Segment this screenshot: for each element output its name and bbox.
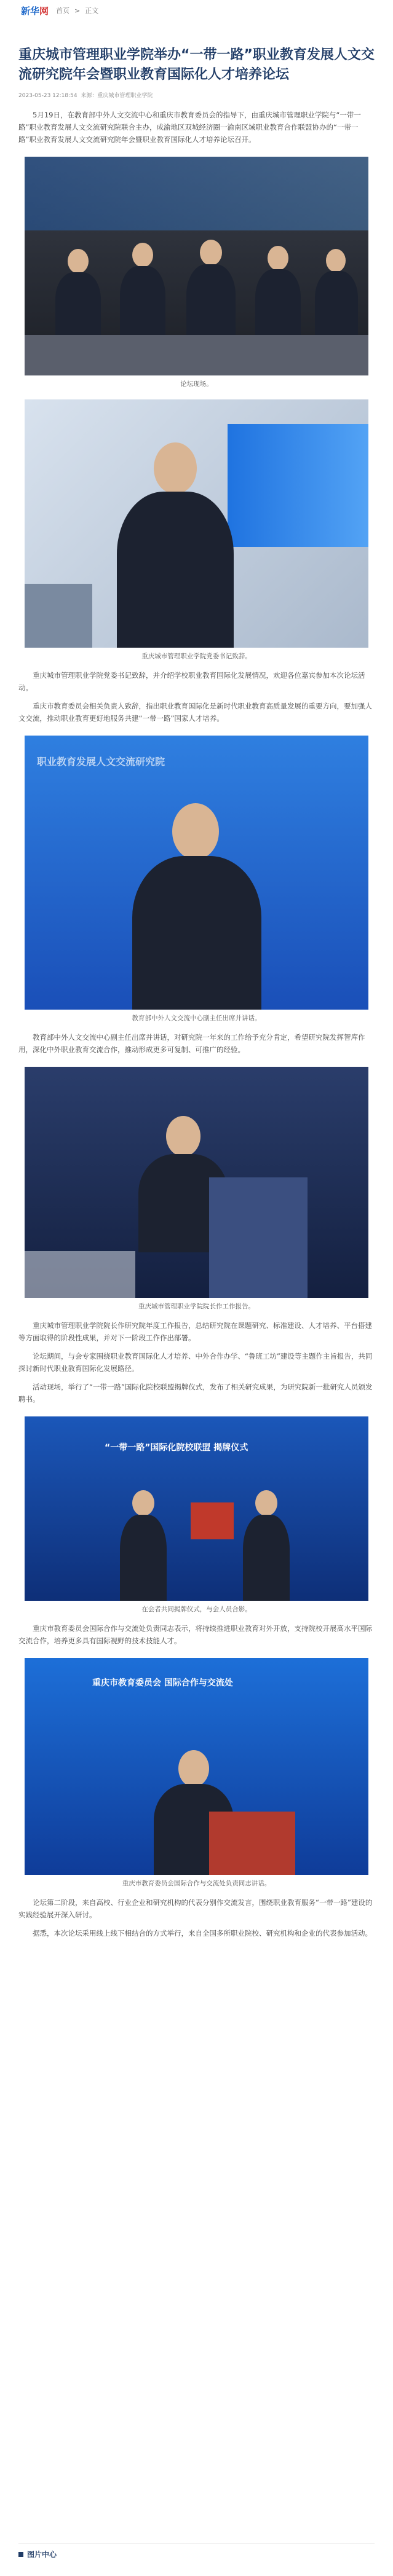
section-marker-icon <box>18 2552 23 2557</box>
paragraph-7: 活动现场，举行了“一带一路”国际化院校联盟揭牌仪式，发布了相关研究成果，为研究院新一批研究人员颁发聘书。 <box>18 1383 373 1404</box>
photo-caption-4: 重庆城市管理职业学院院长作工作报告。 <box>138 1303 255 1310</box>
paragraph-4: 教育部中外人文交流中心副主任出席并讲话，对研究院一年来的工作给予充分肯定，希望研究院发挥智库作用，深化中外职业教育交流合作，推动形成更多可复制、可推广的经验。 <box>18 1033 365 1054</box>
paragraph-10: 据悉，本次论坛采用线上线下相结合的方式举行，来自全国多所职业院校、研究机构和企业的代表参加活动。 <box>33 1929 372 1938</box>
photo-president <box>25 1067 368 1298</box>
article-date: 2023-05-23 12:18:54 <box>18 93 77 99</box>
screen-text-6: 重庆市教育委员会 国际合作与交流处 <box>92 1678 233 1688</box>
paragraph-6: 论坛期间，与会专家围绕职业教育国际化人才培养、中外合作办学、“鲁班工坊”建设等主题作主旨报告，共同探讨新时代职业教育国际化发展路径。 <box>18 1352 373 1373</box>
breadcrumb-current: 正文 <box>85 7 99 15</box>
photo-caption-5: 在会者共同揭牌仪式，与会人员合影。 <box>141 1606 252 1613</box>
paragraph-3: 重庆市教育委员会相关负责人致辞，指出职业教育国际化是新时代职业教育高质量发展的重要方向，要加强人文交流，推动职业教育更好地服务共建“一带一路”国家人才培养。 <box>18 702 372 723</box>
breadcrumb: 首页 > 正文 <box>56 7 99 15</box>
breadcrumb-home[interactable]: 首页 <box>56 7 70 15</box>
paragraph-9: 论坛第二阶段，来自高校、行业企业和研究机构的代表分别作交流发言，围绕职业教育服务“一带一路”建设的实践经验展开深入研讨。 <box>18 1898 373 1919</box>
photo-commission-official <box>25 1658 368 1875</box>
photo-deputy-director <box>25 736 368 1010</box>
paragraph-1: 5月19日，在教育部中外人文交流中心和重庆市教育委员会的指导下，由重庆城市管理职业学院与“一带一路”职业教育发展人文交流研究院联合主办，成渝地区双城经济圈一渝南区域职业教育合作联盟协办的“一带一路”职业教育发展人文交流研究院年会暨职业教育国际化人才培养论坛召开。 <box>18 111 361 144</box>
site-logo[interactable]: 新华网 <box>21 5 49 17</box>
paragraph-8: 重庆市教育委员会国际合作与交流处负责同志表示，将持续推进职业教育对外开放，支持院校开展高水平国际交流合作，培养更多具有国际视野的技术技能人才。 <box>18 1624 372 1645</box>
photo-caption-2: 重庆城市管理职业学院党委书记致辞。 <box>141 653 252 660</box>
footer-label[interactable]: 图片中心 <box>27 2550 57 2559</box>
photo-caption-3: 教育部中外人文交流中心副主任出席并讲话。 <box>132 1015 261 1022</box>
photo-caption-6: 重庆市教育委员会国际合作与交流处负责同志讲话。 <box>122 1880 271 1887</box>
photo-forum <box>25 157 368 375</box>
photo-caption-1: 论坛现场。 <box>180 380 213 388</box>
screen-text-3: 职业教育发展人文交流研究院 <box>37 756 165 768</box>
paragraph-5: 重庆城市管理职业学院院长作研究院年度工作报告，总结研究院在课题研究、标准建设、人才培养、平台搭建等方面取得的阶段性成果，并对下一阶段工作作出部署。 <box>18 1321 372 1342</box>
screen-text-5: “一带一路”国际化院校联盟 揭牌仪式 <box>105 1443 248 1453</box>
article-source: 来源：重庆城市管理职业学院 <box>81 93 153 99</box>
photo-unveiling <box>25 1416 368 1601</box>
paragraph-2: 重庆城市管理职业学院党委书记致辞，并介绍学校职业教育国际化发展情况，欢迎各位嘉宾参加本次论坛活动。 <box>18 671 365 692</box>
top-bar <box>0 0 393 21</box>
article-meta <box>18 91 375 99</box>
photo-secretary <box>25 399 368 648</box>
article-title: 重庆城市管理职业学院举办“一带一路”职业教育发展人文交流研究院年会暨职业教育国际化人才培养论坛 <box>18 47 375 82</box>
footer-section[interactable] <box>18 2549 57 2559</box>
